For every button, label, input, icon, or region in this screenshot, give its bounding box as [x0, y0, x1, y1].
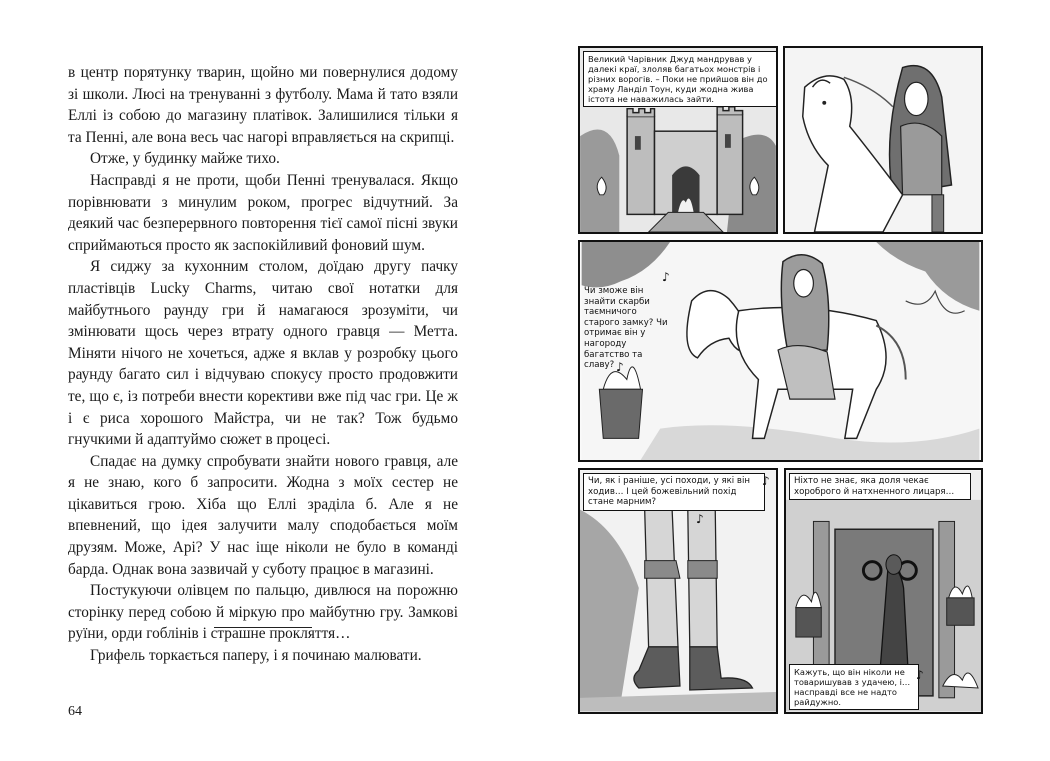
paragraph: Постукуючи олівцем по пальцю, дивлюся на порожню сторінку перед собою й міркую про майбутню гру. Замкові руїни, орди гоблінів і страшне прокляття…	[68, 582, 458, 643]
caption-box: Великий Чарівник Джуд мандрував у далекі краї, злоляв багатьох монстрів і різних ворогів. – Поки не прийшов він до храму Ланділ Тоун, куди жодна жива істота не наважилась зайти.	[583, 51, 778, 107]
music-note-icon: ♪	[696, 512, 704, 526]
caption-box: Кажуть, що він ніколи не товаришував з удачею, і… насправді все не надто райдужно.	[789, 664, 919, 710]
comic-panel-temple-gate	[784, 468, 983, 714]
music-note-icon: ♪	[916, 668, 924, 682]
comic-panel-castle	[578, 46, 778, 234]
comic-page	[525, 0, 1050, 761]
paragraph: в центр порятунку тварин, щойно ми повернулися додому зі школи. Люсі на тренуванні з футболу. Мама й тато взяли Еллі із собою до магазину платівок. Залишилися тільки я та Пенні, але вона весь час нагорі вправляється на скрипці.	[68, 64, 458, 146]
section-divider	[214, 627, 312, 628]
music-note-icon: ♪	[762, 474, 770, 488]
comic-panel-rider-forest	[578, 240, 983, 462]
paragraph: Я сиджу за кухонним столом, доїдаю другу пачку пластівців Lucky Charms, читаю свої нотатки для майбутнього раунду гри й намагаюся зрозуміти, чи змінювати щось через втрату одного гравця — Метта. Міняти нічого не хочеться, адже я вклав у розробку цього раунду багато сил і відчуваю спокусу просто продовжити те, що є, із потреби внести корективи вже під час гри. Це ж і є риса хорошого Майстра, чи не так? Тож будьмо гнучкими й адаптуймо сюжет в процесі.	[68, 258, 458, 449]
rider-illustration	[785, 48, 981, 232]
page-number: 64	[68, 704, 82, 719]
caption-box: Ніхто не знає, яка доля чекає хороброго й натхненного лицаря…	[789, 473, 971, 500]
paragraph: Отже, у будинку майже тихо.	[90, 150, 280, 168]
paragraph: Насправді я не проти, щоби Пенні тренувалася. Якщо порівнювати з минулим роком, прогрес відчутний. За деякий час безперервного повторення тієї самої пісні звуки сприймаються просто як заспокійливий фоновий шум.	[68, 171, 458, 254]
music-note-icon: ♪	[662, 270, 670, 284]
comic-panel-rider-portrait	[783, 46, 983, 234]
caption-text: Чи зможе він знайти скарби таємничого старого замку? Чи отримає він у нагороду багатство та славу?	[584, 286, 668, 371]
paragraph: Спадає на думку спробувати знайти нового гравця, але я не знаю, кого б запросити. Жодна з моїх сестер не цікавиться грою. Хіба що Еллі зраділа б. Але я не впевнений, що ідея залучити малу сподобається моїм друзям. Може, Арі? У нас іще ніколи не було в команді барда. Однак вона зазвичай у суботу працює в магазині.	[68, 452, 458, 578]
music-note-icon: ♪	[616, 360, 624, 374]
comic-panel-boots	[578, 468, 778, 714]
caption-box: Чи, як і раніше, усі походи, у які він ходив… І цей божевільний похід стане марним?	[583, 473, 765, 511]
body-text	[68, 62, 458, 667]
paragraph: Грифель торкається паперу, і я починаю малювати.	[90, 647, 422, 665]
